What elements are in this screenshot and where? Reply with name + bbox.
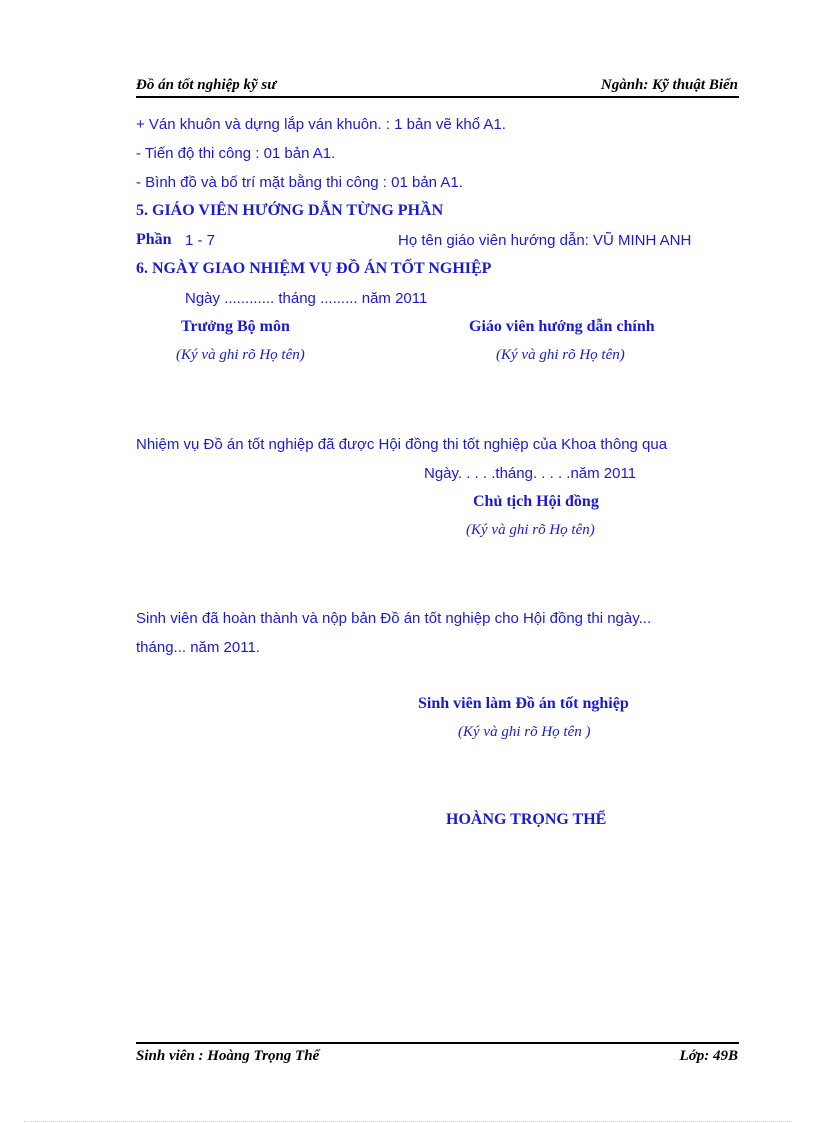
phan-value: 1 - 7 xyxy=(185,232,216,249)
page-bottom-border xyxy=(24,1121,792,1122)
truong-bo-mon: Trưởng Bộ môn xyxy=(181,318,290,335)
footer-rule xyxy=(136,1042,739,1044)
chu-tich-hoi-dong: Chủ tịch Hội đồng xyxy=(473,493,599,510)
date-line: Ngày ............ tháng ......... năm 2011 xyxy=(185,290,428,307)
body-line-2: - Tiến độ thi công : 01 bản A1. xyxy=(136,145,336,162)
sv-line-1: Sinh viên đã hoàn thành và nộp bản Đồ án tốt nghiệp cho Hội đồng thi ngày... xyxy=(136,610,652,627)
student-name: HOÀNG TRỌNG THỂ xyxy=(446,811,607,828)
sign-note-3: (Ký và ghi rõ Họ tên) xyxy=(466,522,595,538)
gv-huong-dan-chinh: Giáo viên hướng dẫn chính xyxy=(469,318,655,335)
footer-left: Sinh viên : Hoàng Trọng Thể xyxy=(136,1048,320,1064)
header-rule xyxy=(136,96,739,98)
header-right: Ngành: Kỹ thuật Biển xyxy=(600,77,738,93)
footer-right: Lớp: 49B xyxy=(679,1048,738,1064)
sign-note-4: (Ký và ghi rõ Họ tên ) xyxy=(458,724,591,740)
body-line-1: + Ván khuôn và dựng lắp ván khuôn. : 1 bản vẽ khổ A1. xyxy=(136,116,506,133)
advisor-line: Họ tên giáo viên hướng dẫn: VŨ MINH ANH xyxy=(398,232,692,249)
nhiem-vu-line: Nhiệm vụ Đồ án tốt nghiệp đã được Hội đồng thi tốt nghiệp của Khoa thông qua xyxy=(136,436,668,453)
date-line-2: Ngày. . . . .tháng. . . . .năm 2011 xyxy=(424,465,637,482)
phan-label: Phần xyxy=(136,231,172,248)
sign-note-1: (Ký và ghi rõ Họ tên) xyxy=(176,347,305,363)
section-6-title: 6. NGÀY GIAO NHIỆM VỤ ĐỒ ÁN TỐT NGHIỆP xyxy=(136,260,492,277)
sv-lam-do-an: Sinh viên làm Đồ án tốt nghiệp xyxy=(418,695,629,712)
sv-line-2: tháng... năm 2011. xyxy=(136,639,260,656)
header-left: Đồ án tốt nghiệp kỹ sư xyxy=(136,77,277,93)
body-line-3: - Bình đồ và bố trí mặt bằng thi công : 01 bản A1. xyxy=(136,174,463,191)
section-5-title: 5. GIÁO VIÊN HƯỚNG DẪN TỪNG PHẦN xyxy=(136,202,444,219)
sign-note-2: (Ký và ghi rõ Họ tên) xyxy=(496,347,625,363)
